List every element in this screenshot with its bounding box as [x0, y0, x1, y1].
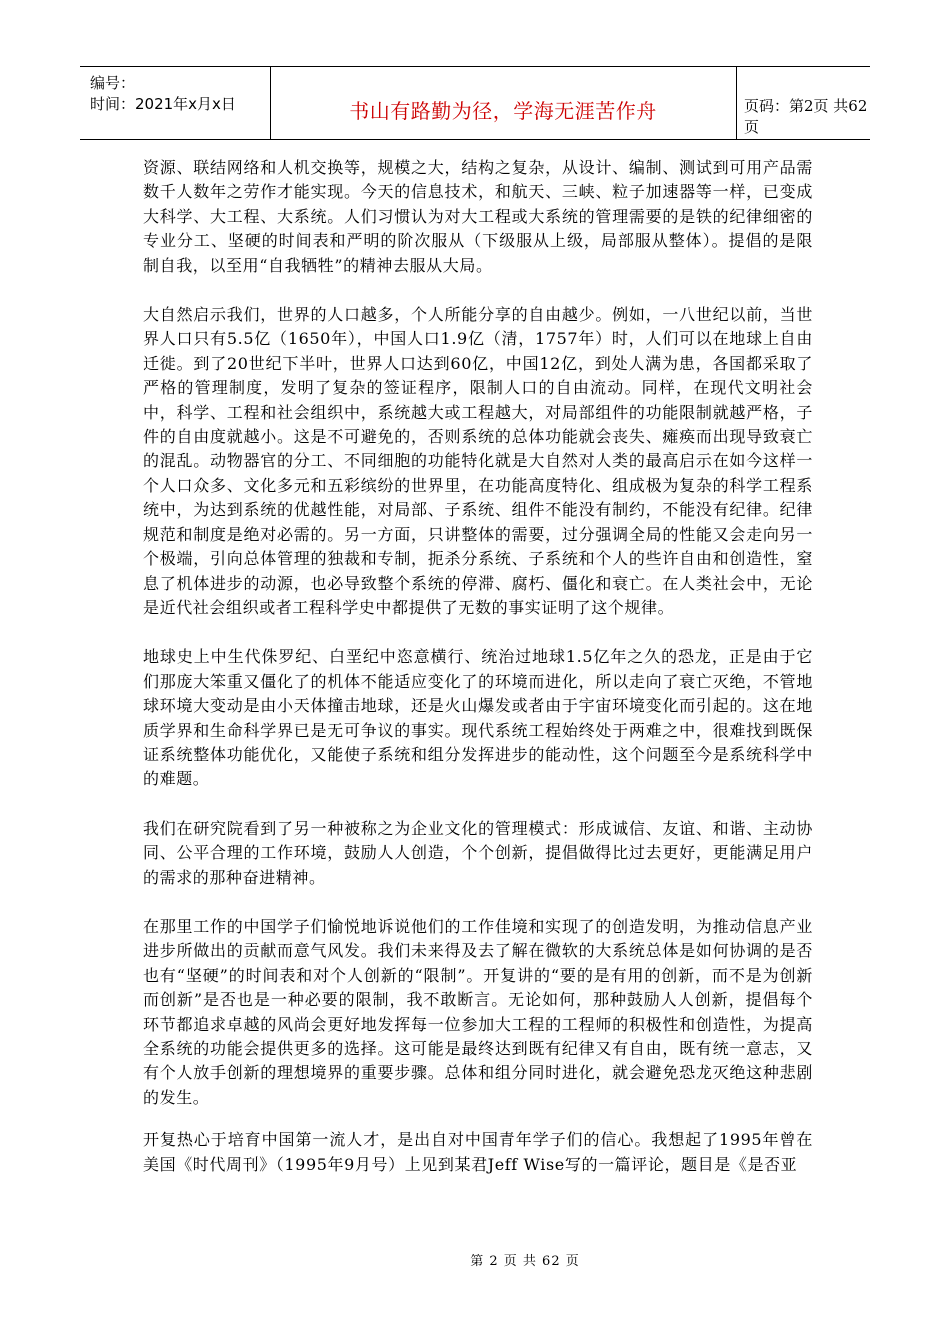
header-page-cell [736, 67, 870, 139]
paragraph: 在那里工作的中国学子们愉悦地诉说他们的工作佳境和实现了的创造发明，为推动信息产业进步所做出的贡献而意气风发。我们未来得及去了解在微软的大系统总体是如何协调的是否也有“坚硬”的时间表和对个人创新的“限制”。开复讲的“要的是有用的创新，而不是为创新而创新”是否也是一种必要的限制，我不敢断言。无论如何，那种鼓励人人创新，提倡每个环节都追求卓越的风尚会更好地发挥每一位参加大工程的工程师的积极性和创造性，为提高全系统的功能会提供更多的选择。这可能是最终达到既有纪律又有自由，既有统一意志，又有个人放手创新的理想境界的重要步骤。总体和组分同时进化，就会避免恐龙灭绝这种悲剧的发生。 [143, 916, 813, 1107]
header-motto-cell [270, 67, 737, 139]
document-date-label: 时间：2021年x月x日 [90, 95, 236, 113]
header-meta-cell [80, 67, 271, 139]
paragraph: 开复热心于培育中国第一流人才，是出自对中国青年学子们的信心。我想起了1995年曾在美国《时代周刊》（1995年9月号）上见到某君Jeff Wise写的一篇评论，题目是《是否亚 [143, 1130, 813, 1174]
paragraph: 大自然启示我们，世界的人口越多，个人所能分享的自由越少。例如，一八世纪以前，当世界人口只有5.5亿（1650年），中国人口1.9亿（清，1757年）时，人们可以在地球上自由迁徙。到了20世纪下半叶，世界人口达到60亿，中国12亿，到处人满为患，各国都采取了严格的管理制度，发明了复杂的签证程序，限制人口的自由流动。同样，在现代文明社会中，科学、工程和社会组织中，系统越大或工程越大，对局部组件的功能限制就越严格，子件的自由度就越小。这是不可避免的，否则系统的总体功能就会丧失、瘫痪而出现导致衰亡的混乱。动物器官的分工、不同细胞的功能特化就是大自然对人类的最高启示在如今这样一个人口众多、文化多元和五彩缤纷的世界里，在功能高度特化、组成极为复杂的科学工程系统中，为达到系统的优越性能，对局部、子系统、组件不能没有制约，不能没有纪律。纪律规范和制度是绝对必需的。另一方面，只讲整体的需要，过分强调全局的性能又会走向另一个极端，引向总体管理的独裁和专制，扼杀分系统、子系统和个人的些许自由和创造性，窒息了机体进步的动源，也必导致整个系统的停滞、腐朽、僵化和衰亡。在人类社会中，无论是近代社会组织或者工程科学史中都提供了无数的事实证明了这个规律。 [143, 305, 813, 617]
document-number-label: 编号： [90, 74, 136, 92]
header-page-info: 页码：第2页 共62页 [744, 97, 868, 136]
header-motto: 书山有路勤为径，学海无涯苦作舟 [349, 99, 657, 123]
paragraph: 我们在研究院看到了另一种被称之为企业文化的管理模式：形成诚信、友谊、和谐、主动协同、公平合理的工作环境，鼓励人人创造，个个创新，提倡做得比过去更好，更能满足用户的需求的那种奋进精神。 [143, 818, 813, 887]
paragraph: 地球史上中生代侏罗纪、白垩纪中恣意横行、统治过地球1.5亿年之久的恐龙，正是由于它们那庞大笨重又僵化了的机体不能适应变化了的环境而进化，所以走向了衰亡灭绝，不管地球环境大变动是由小天体撞击地球，还是火山爆发或者由于宇宙环境变化而引起的。这在地质学界和生命科学界已是无可争议的事实。现代系统工程始终处于两难之中，很难找到既保证系统整体功能优化，又能使子系统和组分发挥进步的能动性，这个问题至今是系统科学中的难题。 [143, 647, 813, 789]
paragraph: 资源、联结网络和人机交换等，规模之大，结构之复杂，从设计、编制、测试到可用产品需数千人数年之劳作才能实现。今天的信息技术，和航天、三峡、粒子加速器等一样，已变成大科学、大工程、大系统。人们习惯认为对大工程或大系统的管理需要的是铁的纪律细密的专业分工、坚硬的时间表和严明的阶次服从（下级服从上级，局部服从整体）。提倡的是限制自我，以至用“自我牺牲”的精神去服从大局。 [143, 158, 813, 275]
document-body [143, 156, 813, 1177]
footer-page-number: 第 2 页 共 62 页 [470, 1254, 580, 1269]
page-footer [0, 1250, 950, 1269]
page-header [80, 66, 870, 140]
